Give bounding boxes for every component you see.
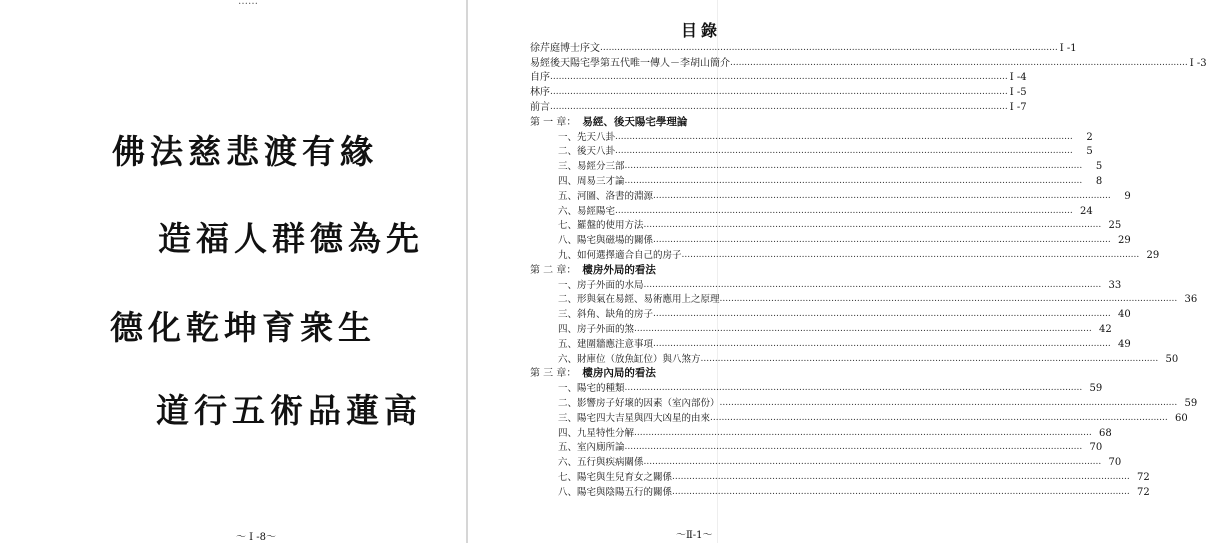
toc-entry (530, 173, 1103, 188)
toc-entry-label: 八、陽宅與陰陽五行的關係 (558, 486, 673, 498)
toc-entry (530, 410, 1188, 425)
toc-chapter-heading-title: 樓房外局的看法 (582, 263, 656, 276)
dot-leader: ................................................................................................................................................................ (634, 323, 1092, 334)
toc-entry-label: 四、九星特性分解 (558, 427, 635, 439)
toc-entry-label: 二、形與氣在易經、易術應用上之原理 (558, 294, 720, 306)
toc-entry-page-number: 60 (1175, 412, 1188, 424)
toc-entry (530, 395, 1198, 410)
toc-preface-entry (530, 99, 1027, 114)
toc-entry-page-number: 8 (1095, 175, 1103, 187)
toc-chapter-heading-label: 第 一 章： (530, 116, 577, 128)
toc-entry-label: 四、房子外面的煞 (558, 323, 635, 335)
dot-leader: ................................................................................................................................................................ (624, 383, 1083, 394)
toc-entry-page-number: 5 (1095, 161, 1103, 173)
dot-leader: ................................................................................................................................................................ (624, 161, 1083, 172)
cropped-header-fragment: …… (238, 0, 258, 7)
toc-chapter-heading (530, 366, 864, 381)
toc-entry (530, 321, 1112, 336)
right-page (468, 0, 1207, 543)
toc-entry-page-number: 24 (1080, 205, 1093, 217)
dot-leader: ................................................................................................................................................................ (550, 101, 1008, 112)
dot-leader: ................................................................................................................................................................ (634, 427, 1092, 438)
calligraphy-line-3: 德化乾坤育衆生 (110, 308, 376, 347)
toc-entry-page-number: 68 (1099, 427, 1112, 439)
toc-entry (530, 247, 1160, 262)
dot-leader: ................................................................................................................................................................ (615, 205, 1073, 216)
calligraphy-line-4: 道行五術品蓮高 (156, 391, 422, 430)
toc-entry-label: 二、影響房子好壞的因素（室內部份） (558, 397, 720, 409)
toc-entry-label: 一、先天八卦 (558, 131, 616, 143)
toc-entry-label: 五、室內廁所論 (558, 442, 625, 454)
toc-entry-page-number: 59 (1184, 397, 1198, 409)
dot-leader: ................................................................................................................................................................ (615, 131, 1073, 142)
toc-preface-entry-label: 自序 (530, 72, 550, 84)
toc-preface-entry (530, 55, 1207, 70)
toc-entry-label: 六、五行與疾病關係 (558, 457, 644, 469)
toc-entry (530, 336, 1131, 351)
toc-entry (530, 440, 1103, 455)
calligraphy-line-1: 佛法慈悲渡有緣 (112, 132, 378, 171)
dot-leader: ................................................................................................................................................................ (653, 338, 1111, 349)
dot-leader: ................................................................................................................................................................ (624, 442, 1083, 453)
toc-preface-entry-label: 前言 (530, 101, 550, 113)
toc-entry-label: 七、陽宅與生兒育女之關係 (558, 471, 673, 483)
dot-leader: ................................................................................................................................................................ (719, 294, 1178, 305)
toc-preface-entry-page-number: I -1 (1059, 42, 1077, 54)
toc-entry-page-number: 29 (1146, 249, 1160, 261)
dot-leader: ................................................................................................................................................................ (672, 471, 1130, 482)
dot-leader: ................................................................................................................................................................ (681, 249, 1140, 260)
toc-entry-page-number: 2 (1086, 131, 1093, 143)
toc-entry-page-number: 42 (1099, 323, 1112, 335)
toc-chapter-heading (530, 262, 864, 277)
toc-entry (530, 292, 1198, 307)
right-page-number: ～Ⅱ-1～ (676, 530, 713, 541)
toc-entry-label: 三、斜角、缺角的房子 (558, 309, 654, 321)
toc-chapter-heading (530, 114, 864, 129)
toc-title: 目錄 (681, 21, 722, 40)
dot-leader: ................................................................................................................................................................ (719, 397, 1178, 408)
toc-preface-entry-page-number: I -7 (1009, 101, 1027, 113)
toc-entry (530, 232, 1131, 247)
toc-preface-entry (530, 84, 1027, 99)
toc-preface-entry-page-number: I -3 (1189, 57, 1207, 69)
toc-preface-entry-page-number: I -4 (1009, 72, 1027, 84)
toc-entry-label: 六、財庫位（放魚缸位）與八煞方 (558, 353, 701, 365)
toc-entry-page-number: 49 (1118, 338, 1131, 350)
toc-entry-page-number: 72 (1137, 471, 1150, 483)
dot-leader: ................................................................................................................................................................ (550, 87, 1008, 98)
toc-entry-page-number: 59 (1089, 383, 1103, 395)
toc-preface-entry (530, 70, 1027, 85)
toc-entry (530, 380, 1103, 395)
dot-leader: ................................................................................................................................................................ (700, 353, 1159, 364)
toc-preface-entry-label: 林序 (530, 87, 550, 99)
toc-entry (530, 351, 1179, 366)
toc-entry-label: 六、易經陽宅 (558, 205, 616, 217)
toc-entry-page-number: 25 (1108, 220, 1122, 232)
dot-leader: ................................................................................................................................................................ (643, 220, 1102, 231)
toc-entry (530, 454, 1122, 469)
toc-entry-page-number: 50 (1165, 353, 1179, 365)
toc-entry-page-number: 40 (1118, 309, 1131, 321)
dot-leader: ................................................................................................................................................................ (615, 146, 1073, 157)
toc-entry-label: 一、房子外面的水局 (558, 279, 644, 291)
toc-entry-label: 三、陽宅四大吉星與四大凶星的由來 (558, 412, 711, 424)
dot-leader: ................................................................................................................................................................ (672, 486, 1130, 497)
toc-entry-label: 三、易經分三部 (558, 161, 625, 173)
table-of-contents (530, 40, 1207, 499)
toc-entry (530, 218, 1122, 233)
dot-leader: ................................................................................................................................................................ (653, 235, 1111, 246)
left-page (0, 0, 466, 543)
toc-preface-entry-label: 易經後天陽宅學第五代唯一傳人－李胡山簡介 (530, 57, 730, 69)
toc-entry-label: 五、河圖、洛書的淵源 (558, 190, 654, 202)
dot-leader: ................................................................................................................................................................ (624, 175, 1083, 186)
toc-entry-label: 九、如何選擇適合自己的房子 (558, 249, 682, 261)
dot-leader: ................................................................................................................................................................ (710, 412, 1168, 423)
dot-leader: ................................................................................................................................................................ (643, 279, 1102, 290)
toc-entry (530, 277, 1122, 292)
toc-entry (530, 203, 1093, 218)
dot-leader: ................................................................................................................................................................ (600, 42, 1058, 53)
toc-entry-label: 四、周易三才論 (558, 175, 625, 187)
dot-leader: ................................................................................................................................................................ (653, 190, 1111, 201)
toc-entry-page-number: 33 (1108, 279, 1122, 291)
toc-entry (530, 188, 1131, 203)
left-page-number: ～ I -8～ (236, 532, 277, 543)
toc-entry (530, 129, 1093, 144)
toc-chapter-heading-title: 樓房內局的看法 (582, 367, 656, 380)
toc-entry (530, 144, 1093, 159)
toc-entry-label: 二、後天八卦 (558, 146, 616, 158)
toc-entry (530, 306, 1131, 321)
toc-entry-page-number: 36 (1184, 294, 1198, 306)
toc-entry-label: 五、建圍牆應注意事項 (558, 338, 654, 350)
dot-leader: ................................................................................................................................................................ (643, 457, 1102, 468)
toc-entry-page-number: 70 (1108, 457, 1122, 469)
toc-preface-entry (530, 40, 1077, 55)
toc-entry-label: 七、羅盤的使用方法 (558, 220, 644, 232)
dot-leader: ................................................................................................................................................................ (550, 72, 1008, 83)
toc-entry-label: 八、陽宅與磁場的關係 (558, 235, 654, 247)
toc-preface-entry-page-number: I -5 (1009, 87, 1027, 99)
dot-leader: ................................................................................................................................................................ (730, 57, 1188, 68)
toc-chapter-heading-label: 第 三 章： (530, 368, 577, 380)
toc-entry-page-number: 29 (1118, 235, 1131, 247)
toc-entry-page-number: 72 (1137, 486, 1150, 498)
toc-entry (530, 425, 1112, 440)
dot-leader: ................................................................................................................................................................ (653, 309, 1111, 320)
calligraphy-line-2: 造福人群德為先 (158, 219, 424, 258)
toc-entry (530, 469, 1150, 484)
toc-chapter-heading-label: 第 二 章： (530, 264, 577, 276)
toc-entry (530, 484, 1150, 499)
toc-entry-page-number: 70 (1089, 442, 1103, 454)
toc-preface-entry-label: 徐芹庭博士序文 (530, 42, 600, 54)
toc-chapter-heading-title: 易經、後天陽宅學理論 (582, 115, 688, 128)
toc-entry-label: 一、陽宅的種類 (558, 383, 625, 395)
toc-entry (530, 158, 1103, 173)
toc-entry-page-number: 9 (1124, 190, 1131, 202)
toc-entry-page-number: 5 (1086, 146, 1093, 158)
